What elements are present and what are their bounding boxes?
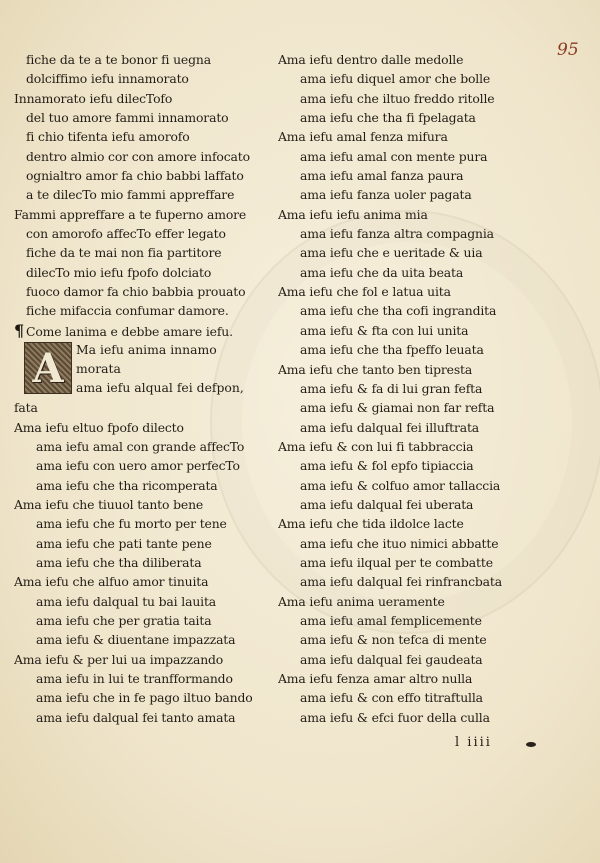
verse-line: ama iefu che iltuo freddo ritolle	[300, 90, 495, 106]
verse-line: fi chio tifenta iefu amorofo	[26, 129, 190, 145]
verse-line: fiche da te a te bonor fi uegna	[26, 52, 211, 67]
verse-line: ama iefu dalqual tu bai lauita	[36, 593, 217, 609]
verse-line: ama iefu che tha fi fpelagata	[300, 110, 476, 126]
verse-line: ama iefu & fta con lui unita	[300, 322, 469, 338]
verse-line: Ama iefu iefu anima mia	[278, 206, 428, 222]
verse-line: Ama iefu che alfuo amor tinuita	[14, 574, 209, 590]
verse-line: ama iefu che tha diliberata	[36, 554, 202, 570]
verse-line: fuoco damor fa chio babbia prouato	[26, 284, 246, 300]
verse-line: ama iefu che ituo nimici abbatte	[300, 535, 499, 551]
verse-line: dentro almio cor con amore infocato	[26, 148, 250, 164]
signature-mark: l iiii	[455, 735, 492, 750]
verse-line: ama iefu & giamai non far refta	[300, 400, 495, 416]
verse-line: ama iefu amal femplicemente	[300, 612, 482, 628]
verse-line: Ama iefu & per lui ua impazzando	[14, 651, 224, 667]
left-verse-block-a	[14, 50, 264, 321]
verse-line: ama iefu & colfuo amor tallaccia	[300, 477, 501, 493]
left-verse-block-b	[14, 398, 264, 727]
verse-line: ama iefu che da uita beata	[300, 264, 464, 280]
verse-line: ama iefu & diuentane impazzata	[36, 632, 236, 648]
verse-line: ama iefu & non tefca di mente	[300, 632, 487, 648]
verse-line: del tuo amore fammi innamorato	[26, 110, 229, 126]
verse-line: ama iefu & fa di lui gran fefta	[300, 380, 483, 396]
verse-line: ama iefu & con effo titraftulla	[300, 690, 483, 706]
verse-line: Ama iefu dentro dalle medolle	[278, 52, 464, 67]
initial-block	[14, 340, 264, 398]
verse-line: ama iefu dalqual fei illuftrata	[300, 419, 480, 435]
verse-line: ama iefu amal con mente pura	[300, 148, 488, 164]
verse-line: Ama iefu anima ueramente	[278, 593, 445, 609]
right-verse-block	[278, 50, 504, 727]
decorated-initial	[24, 342, 72, 394]
verse-line: Innamorato iefu dilecTofo	[14, 90, 173, 106]
verse-line: ama iefu con uero amor perfecTo	[36, 458, 240, 474]
section-heading	[14, 321, 264, 340]
verse-line: con amorofo affecTo effer legato	[26, 226, 226, 242]
verse-line: ama iefu che tha fpeffo leuata	[300, 342, 484, 358]
pilcrow-mark: ¶	[14, 320, 25, 340]
verse-line: ama iefu amal fanza paura	[300, 168, 464, 184]
left-column	[14, 50, 264, 727]
verse-line: dilecTo mio iefu fpofo dolciato	[26, 264, 212, 280]
initial-line-1: Ma iefu anima innamo	[76, 342, 217, 358]
verse-line: ama iefu fanza altra compagnia	[300, 226, 494, 242]
verse-line: ama iefu fanza uoler pagata	[300, 187, 472, 203]
verse-line: ama iefu dalqual fei uberata	[300, 496, 474, 512]
verse-line: ama iefu amal con grande affecTo	[36, 438, 245, 454]
verse-line: ognialtro amor fa chio babbi laffato	[26, 168, 244, 184]
verse-line: fiche mifaccia confumar damore.	[26, 303, 229, 319]
verse-line: a te dilecTo mio fammi appreffare	[26, 187, 235, 203]
verse-line: ama iefu & fol epfo tipiaccia	[300, 458, 474, 474]
verse-line: dolciffimo iefu innamorato	[26, 71, 189, 87]
verse-line: ama iefu dalqual fei gaudeata	[300, 651, 483, 667]
verse-line: ama iefu che tha ricomperata	[36, 477, 218, 493]
verse-line: Ama iefu amal fenza mifura	[278, 129, 448, 145]
verse-line: Ama iefu che fol e latua uita	[278, 284, 451, 300]
verse-line: ama iefu che tha cofi ingrandita	[300, 303, 497, 319]
verse-line: ama iefu che e ueritade & uia	[300, 245, 483, 261]
initial-letter: A	[32, 344, 64, 392]
verse-line: Ama iefu fenza amar altro nulla	[278, 671, 473, 686]
right-column	[278, 50, 504, 727]
verse-line: ama iefu che per gratia taita	[36, 612, 212, 628]
verse-line: Ama iefu eltuo fpofo dilecto	[14, 419, 184, 435]
verse-line: ama iefu diquel amor che bolle	[300, 71, 491, 87]
verse-line: ama iefu & efci fuor della culla	[300, 709, 490, 725]
verse-line: ama iefu che fu morto per tene	[36, 516, 227, 532]
verse-line: ama iefu che in fe pago iltuo bando	[36, 690, 253, 706]
verse-line: ama iefu ilqual per te combatte	[300, 554, 493, 570]
verse-line: ama iefu dalqual fei tanto amata	[36, 709, 236, 725]
verse-line: Fammi appreffare a te fuperno amore	[14, 206, 247, 222]
verse-line: Ama iefu & con lui fi tabbraccia	[278, 438, 474, 454]
verse-line: ama iefu in lui te tranfformando	[36, 670, 233, 686]
verse-line: Ama iefu che tida ildolce lacte	[278, 516, 464, 532]
verse-line: ama iefu che pati tante pene	[36, 535, 212, 551]
verse-line: fiche da te mai non fia partitore	[26, 245, 222, 261]
heading-text: Come lanima e debbe amare iefu.	[26, 323, 233, 339]
verse-line: Ama iefu che tiuuol tanto bene	[14, 496, 204, 512]
verse-line: fata	[14, 400, 38, 416]
initial-line-2: morata	[76, 361, 121, 377]
verse-line: ama iefu dalqual fei rinfrancbata	[300, 574, 502, 590]
verse-line: Ama iefu che tanto ben tipresta	[278, 361, 473, 377]
folio-number: 95	[557, 40, 579, 60]
initial-line-3: ama iefu alqual fei defpon,	[76, 380, 244, 396]
printer-mark	[526, 742, 536, 747]
